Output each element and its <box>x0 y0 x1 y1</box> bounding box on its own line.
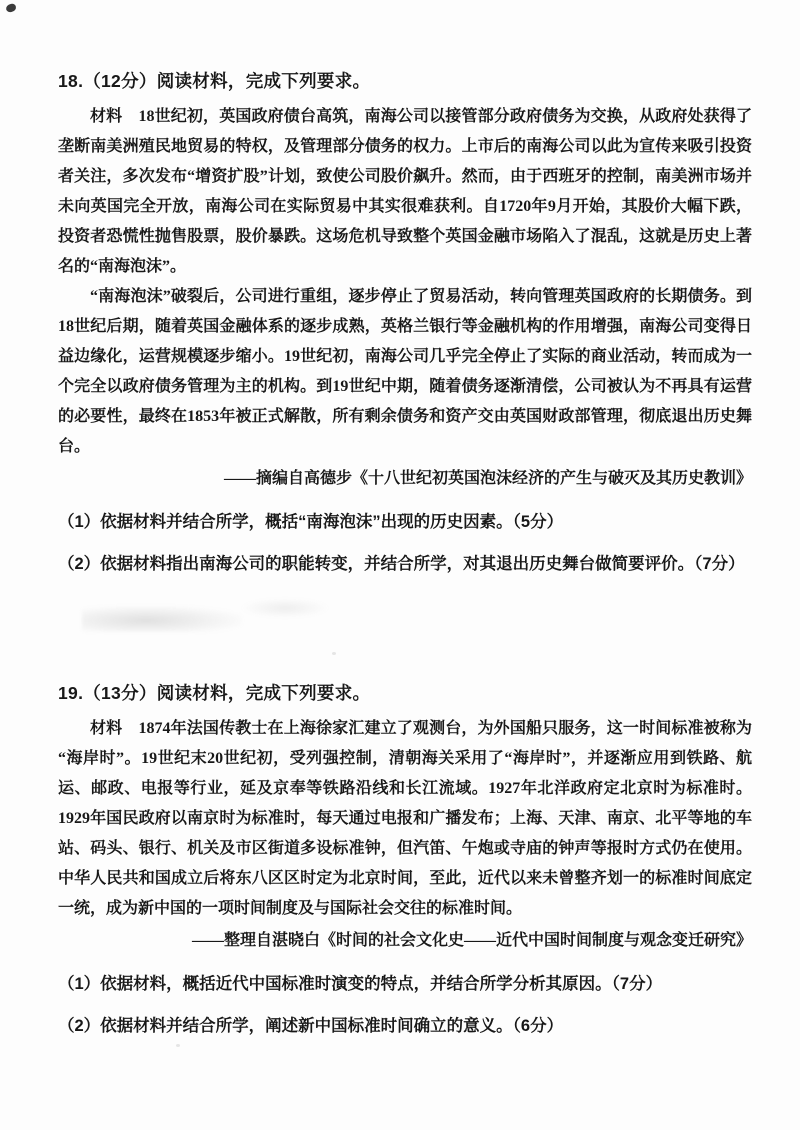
material-paragraph: 材料 18世纪初，英国政府债台高筑，南海公司以接管部分政府债务为交换，从政府处获得了垄断南美洲殖民地贸易的特权，及管理部分债务的权力。上市后的南海公司以此为宣传来吸引投资者关注，多次发布“增资扩股”计划，致使公司股价飙升。然而，由于西班牙的控制，南美洲市场并未向英国完全开放，南海公司在实际贸易中其实很难获利。自1720年9月开始，其股价大幅下跌，投资者恐慌性抛售股票，股价暴跌。这场危机导致整个英国金融市场陷入了混乱，这就是历史上著名的“南海泡沫”。 <box>58 108 752 275</box>
question-19-subquestion-2: （2）依据材料并结合所学，阐述新中国标准时间确立的意义。（6分） <box>58 1017 564 1035</box>
scan-artifact-speck <box>5 3 16 13</box>
question-18-material <box>58 102 752 462</box>
scan-noise-dot <box>176 1044 180 1047</box>
question-19 <box>58 682 752 1040</box>
scan-noise-dot <box>332 652 336 655</box>
question-18-subquestion-1: （1）依据材料并结合所学，概括“南海泡沫”出现的历史因素。（5分） <box>58 513 564 531</box>
question-18 <box>58 70 752 578</box>
question-19-subquestion-1: （1）依据材料，概括近代中国标准时演变的特点，并结合所学分析其原因。（7分） <box>58 975 663 993</box>
question-18-subquestion-2: （2）依据材料指出南海公司的职能转变，并结合所学，对其退出历史舞台做简要评价。（7分） <box>58 555 745 573</box>
question-19-material <box>58 714 752 924</box>
scan-artifact-smudge <box>82 606 242 632</box>
material-paragraph: 材料 1874年法国传教士在上海徐家汇建立了观测台，为外国船只服务，这一时间标准被称为“海岸时”。19世纪末20世纪初，受列强控制，清朝海关采用了“海岸时”，并逐渐应用到铁路、航运、邮政、电报等行业，延及京奉等铁路沿线和长江流域。1927年北洋政府定北京时为标准时。1929年国民政府以南京时为标准时，每天通过电报和广播发布；上海、天津、南京、北平等地的车站、码头、银行、机关及市区街道多设标准钟，但汽笛、午炮或寺庙的钟声等报时方式仍在使用。中华人民共和国成立后将东八区区时定为北京时间，至此，近代以来未曾整齐划一的标准时间底定一统，成为新中国的一项时间制度及与国际社会交往的标准时间。 <box>58 720 752 917</box>
question-18-header: 18.（12分）阅读材料，完成下列要求。 <box>58 71 371 91</box>
question-19-source-attribution: ——整理自湛晓白《时间的社会文化史——近代中国时间制度与观念变迁研究》 <box>191 932 752 949</box>
question-18-source-attribution: ——摘编自高德步《十八世纪初英国泡沫经济的产生与破灭及其历史教训》 <box>223 470 752 487</box>
scan-artifact-smudge <box>240 598 330 618</box>
question-19-header: 19.（13分）阅读材料，完成下列要求。 <box>58 683 371 703</box>
material-paragraph: “南海泡沫”破裂后，公司进行重组，逐步停止了贸易活动，转向管理英国政府的长期债务。到18世纪后期，随着英国金融体系的逐步成熟，英格兰银行等金融机构的作用增强，南海公司变得日益边缘化，运营规模逐步缩小。19世纪初，南海公司几乎完全停止了实际的商业活动，转而成为一个完全以政府债务管理为主的机构。到19世纪中期，随着债务逐渐清偿，公司被认为不再具有运营的必要性，最终在1853年被正式解散，所有剩余债务和资产交由英国财政部管理，彻底退出历史舞台。 <box>58 288 752 455</box>
